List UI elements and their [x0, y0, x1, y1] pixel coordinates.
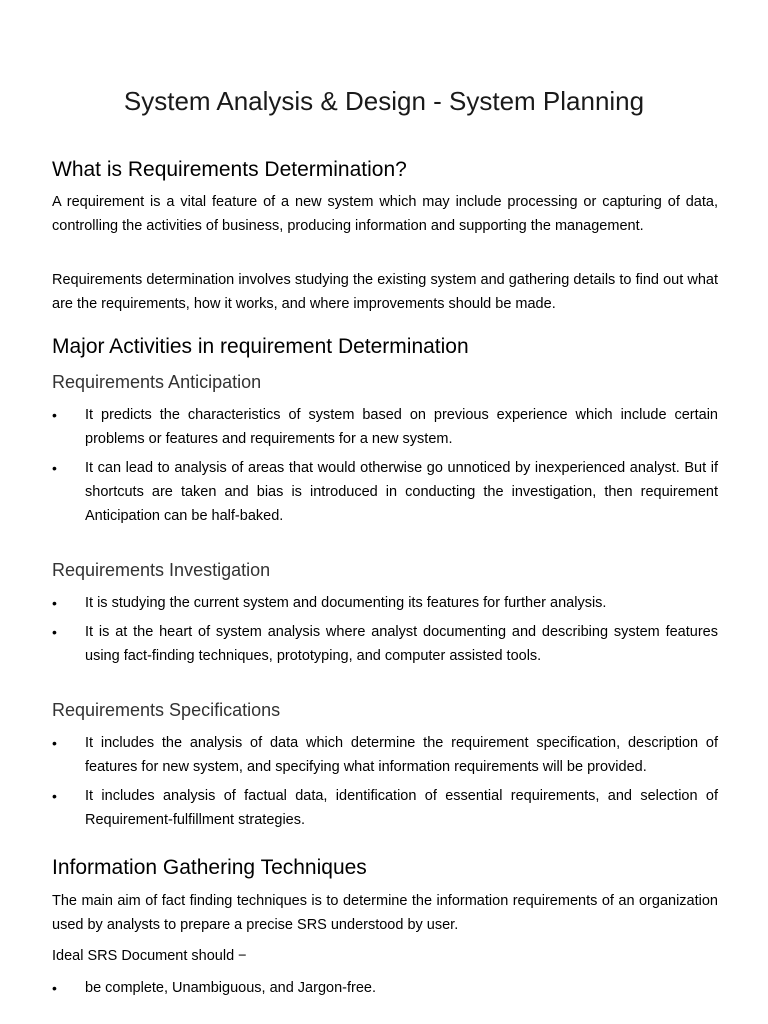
list-item-text: It can lead to analysis of areas that would otherwise go unnoticed by inexperienced analyst. But if shortcuts are taken and bias is introduced in conducting the investigation, then requirement Anticipation can be half-baked.: [85, 460, 718, 524]
bullet-icon: •: [52, 595, 57, 611]
list-item: [52, 620, 718, 668]
bullet-icon: •: [52, 624, 57, 640]
list-item: [52, 403, 718, 451]
list-item: [52, 784, 718, 832]
section-heading-major-activities: Major Activities in requirement Determination: [52, 335, 469, 358]
paragraph: A requirement is a vital feature of a new system which may include processing or capturing of data, controlling the activities of business, producing information and supporting the management.: [52, 194, 718, 234]
bullet-icon: •: [52, 735, 57, 751]
paragraph: The main aim of fact finding techniques is to determine the information requirements of an organization used by analysts to prepare a precise SRS understood by user.: [52, 893, 718, 933]
section-heading-information-gathering: Information Gathering Techniques: [52, 856, 367, 879]
list-item-text: be complete, Unambiguous, and Jargon-free.: [85, 980, 376, 996]
paragraph: Requirements determination involves studying the existing system and gathering details to find out what are the requirements, how it works, and where improvements should be made.: [52, 272, 718, 312]
bullet-icon: •: [52, 407, 57, 423]
list-item-text: It is studying the current system and documenting its features for further analysis.: [85, 595, 607, 611]
subheading-requirements-specifications: Requirements Specifications: [52, 700, 281, 720]
section-heading-requirements-determination: What is Requirements Determination?: [52, 158, 407, 181]
subheading-requirements-investigation: Requirements Investigation: [52, 560, 271, 580]
bullet-icon: •: [52, 788, 57, 804]
subheading-requirements-anticipation: Requirements Anticipation: [52, 372, 262, 392]
bullet-icon: •: [52, 460, 57, 476]
list-item-text: It is at the heart of system analysis where analyst documenting and describing system features using fact-finding techniques, prototyping, and computer assisted tools.: [85, 624, 718, 664]
list-item-text: It includes the analysis of data which determine the requirement specification, description of features for new system, and specifying what information requirements will be provided.: [85, 735, 718, 775]
paragraph: Ideal SRS Document should −: [52, 948, 247, 964]
list-item: [52, 731, 718, 779]
list-item-text: It predicts the characteristics of system based on previous experience which include certain problems or features and requirements for a new system.: [85, 407, 718, 447]
list-item: [52, 976, 718, 1000]
list-item: [52, 456, 718, 528]
list-item: [52, 591, 718, 615]
bullet-icon: •: [52, 980, 57, 996]
list-item-text: It includes analysis of factual data, identification of essential requirements, and selection of Requirement-fulfillment strategies.: [85, 788, 718, 828]
page-title: System Analysis & Design - System Planning: [123, 86, 645, 116]
